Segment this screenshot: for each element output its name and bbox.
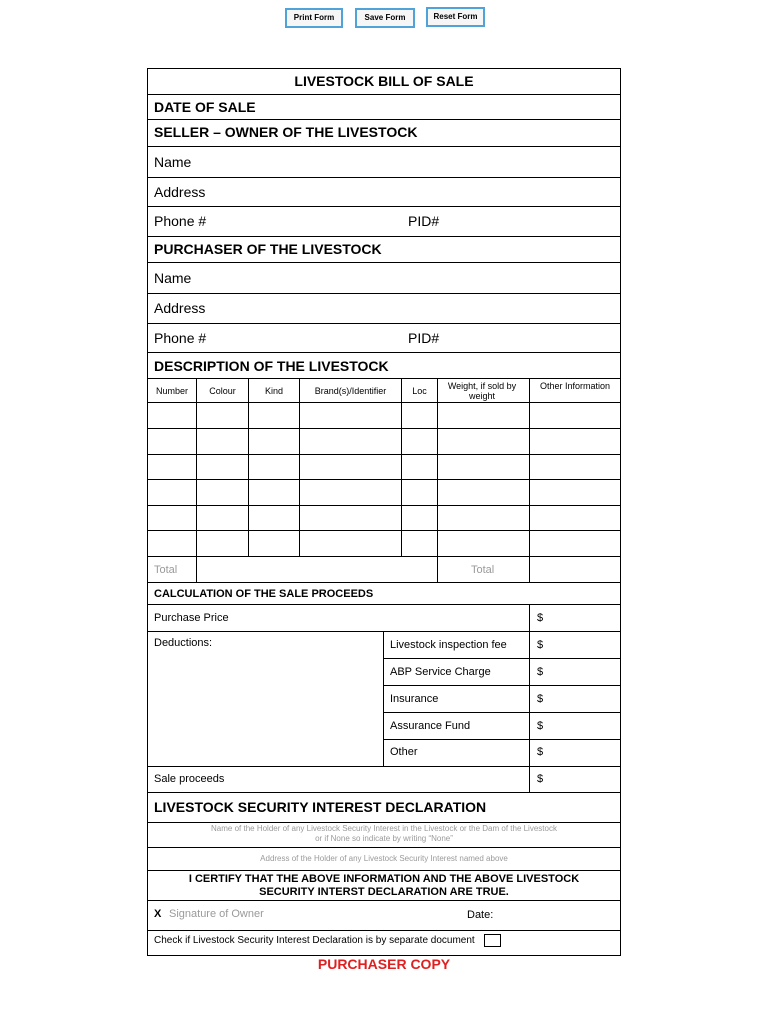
col-kind: Kind [264, 386, 283, 396]
col-divider [248, 379, 249, 557]
purchase-price-label: Purchase Price [154, 612, 229, 624]
purchase-price-row[interactable] [148, 605, 620, 632]
certify-row [148, 871, 620, 901]
seller-heading: SELLER – OWNER OF THE LIVESTOCK [154, 124, 418, 140]
holder-name-hint-1: Name of the Holder of any Livestock Security Interest in the Livestock or the Dam of the Livestock [211, 824, 557, 833]
title-row [148, 69, 620, 95]
deduction-other-label: Other [390, 746, 418, 758]
purchaser-heading-row [148, 237, 620, 263]
seller-phone-row[interactable] [148, 207, 620, 237]
holder-name-field[interactable] [148, 823, 620, 848]
seller-heading-row [148, 120, 620, 147]
col-other: Other Information [539, 381, 611, 391]
bill-of-sale-form [147, 68, 621, 956]
description-table-header [148, 379, 620, 403]
sale-proceeds-row[interactable] [148, 767, 620, 793]
description-total-row[interactable] [148, 557, 620, 583]
form-title: LIVESTOCK BILL OF SALE [294, 73, 474, 89]
holder-address-field[interactable] [148, 848, 620, 871]
deduction-abp-label: ABP Service Charge [390, 666, 491, 678]
calculation-heading-row [148, 583, 620, 605]
deduction-insurance-currency: $ [537, 693, 544, 705]
deduction-line [383, 712, 620, 713]
col-weight: Weight, if sold by weight [447, 381, 517, 401]
reset-form-button[interactable]: Reset Form [426, 7, 485, 27]
date-of-sale-label: DATE OF SALE [154, 99, 256, 115]
deduction-line [383, 739, 620, 740]
table-row[interactable] [148, 506, 620, 531]
date-label: Date: [467, 909, 494, 921]
table-row[interactable] [148, 531, 620, 557]
purchaser-name-field[interactable] [148, 263, 620, 294]
certify-line-2: SECURITY INTERST DECLARATION ARE TRUE. [259, 886, 509, 898]
sale-proceeds-label: Sale proceeds [154, 773, 225, 785]
table-row[interactable] [148, 429, 620, 455]
holder-name-hint-2: or if None so indicate by writing “None” [315, 834, 453, 843]
deductions-label: Deductions: [154, 637, 213, 649]
date-of-sale-row[interactable] [148, 95, 620, 120]
seller-phone-label: Phone # [154, 213, 207, 229]
deduction-inspection-label: Livestock inspection fee [390, 639, 507, 651]
col-divider [299, 379, 300, 557]
security-heading-row [148, 793, 620, 823]
purchase-price-currency: $ [537, 612, 544, 624]
deductions-divider [383, 632, 384, 767]
deduction-line [383, 658, 620, 659]
col-brand: Brand(s)/Identifier [314, 386, 387, 396]
seller-name-field[interactable] [148, 147, 620, 178]
col-divider [196, 379, 197, 557]
col-colour: Colour [209, 386, 236, 396]
purchaser-address-field[interactable] [148, 294, 620, 324]
deduction-abp-currency: $ [537, 666, 544, 678]
currency-divider [529, 605, 530, 793]
purchaser-address-label: Address [154, 300, 206, 316]
col-divider [401, 379, 402, 557]
save-form-button[interactable]: Save Form [355, 8, 415, 28]
seller-address-label: Address [154, 184, 206, 200]
table-row[interactable] [148, 403, 620, 429]
purchaser-phone-row[interactable] [148, 324, 620, 353]
calculation-heading: CALCULATION OF THE SALE PROCEEDS [154, 588, 374, 600]
table-row[interactable] [148, 480, 620, 506]
purchaser-copy-footer: PURCHASER COPY [317, 956, 451, 972]
description-heading: DESCRIPTION OF THE LIVESTOCK [154, 358, 389, 374]
purchaser-pid-label: PID# [408, 330, 440, 346]
signature-x-mark: X [154, 908, 162, 920]
deduction-inspection-currency: $ [537, 639, 544, 651]
seller-address-field[interactable] [148, 178, 620, 207]
col-number: Number [155, 386, 188, 396]
col-divider [529, 379, 530, 583]
security-heading: LIVESTOCK SECURITY INTEREST DECLARATION [154, 799, 487, 815]
total-divider [196, 557, 197, 583]
deduction-other-currency: $ [537, 746, 544, 758]
col-loc: Loc [412, 386, 427, 396]
sale-proceeds-currency: $ [537, 773, 544, 785]
total-left-label: Total [154, 564, 178, 576]
signature-hint: Signature of Owner [169, 908, 264, 920]
signature-row[interactable] [148, 901, 620, 931]
purchaser-phone-label: Phone # [154, 330, 207, 346]
separate-doc-label: Check if Livestock Security Interest Declaration is by separate document [154, 935, 475, 946]
purchaser-name-label: Name [154, 270, 192, 286]
seller-pid-label: PID# [408, 213, 440, 229]
total-right-label: Total [471, 564, 495, 576]
table-row[interactable] [148, 455, 620, 480]
purchaser-heading: PURCHASER OF THE LIVESTOCK [154, 241, 382, 257]
deduction-line [383, 685, 620, 686]
holder-address-hint: Address of the Holder of any Livestock Security Interest named above [260, 854, 508, 863]
deduction-assurance-currency: $ [537, 720, 544, 732]
col-divider [437, 379, 438, 583]
deduction-insurance-label: Insurance [390, 693, 439, 705]
description-heading-row [148, 353, 620, 379]
seller-name-label: Name [154, 154, 192, 170]
separate-doc-checkbox[interactable] [484, 934, 501, 947]
deduction-assurance-label: Assurance Fund [390, 720, 471, 732]
certify-line-1: I CERTIFY THAT THE ABOVE INFORMATION AND THE ABOVE LIVESTOCK [188, 873, 580, 885]
print-form-button[interactable]: Print Form [285, 8, 343, 28]
